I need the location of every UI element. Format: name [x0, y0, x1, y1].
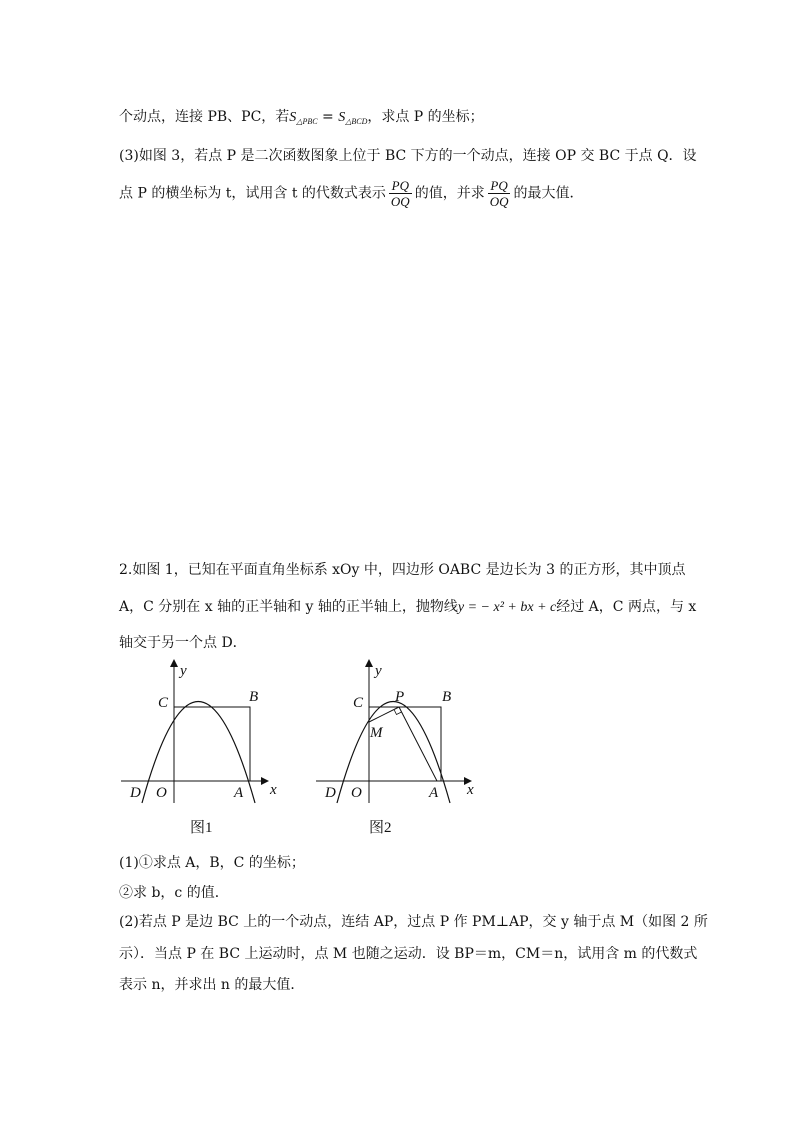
- q2-line-1: 2.如图 1，已知在平面直角坐标系 xOy 中，四边形 OABC 是边长为 3 的正方形，其中顶点: [119, 562, 686, 578]
- q2-line-2-text-a: A，C 分别在 x 轴的正半轴和 y 轴的正半轴上，抛物线: [119, 599, 458, 615]
- figure-1: [118, 655, 288, 809]
- q1-line-1-text-a: 个动点，连接 PB、PC，若: [119, 109, 290, 125]
- label-a: A: [234, 785, 244, 801]
- q2-part2-line-2: 示）．当点 P 在 BC 上运动时，点 M 也随之运动．设 BP＝m，CM＝n，试用含 m 的代数式: [119, 946, 698, 962]
- q1-part3-text-c: 的最大值．: [513, 185, 584, 202]
- label-m: M: [370, 725, 383, 741]
- q2-part2-line-1: (2)若点 P 是边 BC 上的一个动点，连结 AP，过点 P 作 PM⊥AP，交 y 轴于点 M（如图 2 所: [119, 914, 708, 930]
- q2-line-2: [119, 597, 696, 618]
- label-d: D: [325, 785, 336, 801]
- label-y: y: [375, 663, 382, 679]
- figure-2: [313, 655, 483, 809]
- label-x: x: [467, 782, 474, 798]
- q2-line-3: 轴交于另一个点 D．: [119, 635, 247, 651]
- q2-part1-a: (1)①求点 A，B，C 的坐标；: [119, 855, 305, 871]
- label-d: D: [130, 785, 141, 801]
- equals-sign: =: [317, 109, 339, 125]
- q1-part3-line-2: [119, 178, 583, 209]
- area-bcd-symbol: $S_{\triangle BCD}$: [338, 110, 368, 126]
- fraction-pq-oq: $\frac{PQ}{OQ}$: [390, 178, 410, 209]
- figure-2-caption: 图2: [369, 820, 392, 836]
- label-o: O: [156, 785, 167, 801]
- label-c: C: [353, 695, 364, 711]
- q1-part3-line-1: (3)如图 3，若点 P 是二次函数图象上位于 BC 下方的一个动点，连接 OP 交 BC 于点 Q．设: [119, 148, 697, 164]
- q1-line-1-text-b: ，求点 P 的坐标；: [367, 109, 484, 125]
- label-c: C: [158, 695, 169, 711]
- q1-part3-text-a: 点 P 的横坐标为 t，试用含 t 的代数式表示: [119, 185, 386, 202]
- figure-1-caption: 图1: [190, 820, 213, 836]
- label-b: B: [442, 689, 452, 705]
- fraction-pq-oq-2: $\frac{PQ}{OQ}$: [489, 178, 509, 209]
- label-x: x: [270, 782, 277, 798]
- q1-part3-text-b: 的值，并求: [414, 185, 485, 202]
- label-y: y: [180, 663, 187, 679]
- area-pbc-symbol: $S_{\triangle PBC}$: [289, 110, 318, 126]
- q2-part2-line-3: 表示 n，并求出 n 的最大值．: [119, 977, 305, 993]
- q2-part1-b: ②求 b，c 的值．: [119, 885, 229, 901]
- label-o: O: [351, 785, 362, 801]
- q2-line-2-text-b: 经过 A，C 两点，与 x: [556, 599, 697, 615]
- q1-line-1: [119, 107, 484, 132]
- label-p: P: [395, 689, 405, 705]
- segment-pa: [399, 707, 437, 781]
- square-oabc: [174, 707, 250, 781]
- label-b: B: [249, 689, 259, 705]
- label-a: A: [429, 785, 439, 801]
- parabola-formula: y = − x² + bx + c: [457, 600, 557, 615]
